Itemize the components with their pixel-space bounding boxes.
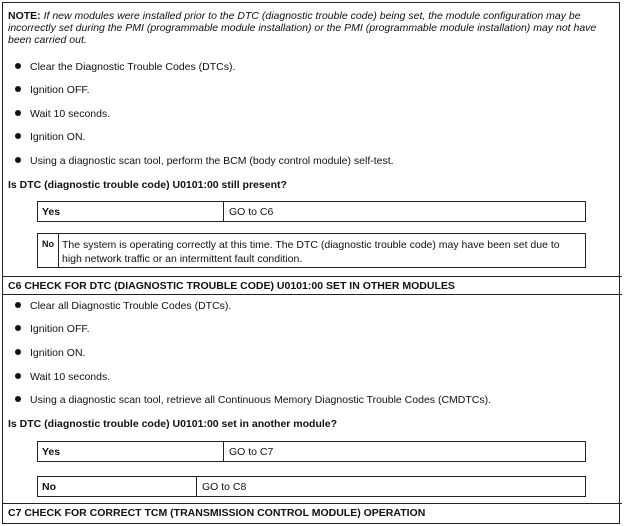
- heading-c6: C6 CHECK FOR DTC (DIAGNOSTIC TROUBLE CODE) U0101:00 SET IN OTHER MODULES: [8, 280, 455, 292]
- heading-c7: C7 CHECK FOR CORRECT TCM (TRANSMISSION CONTROL MODULE) OPERATION: [8, 507, 426, 519]
- bullet-icon: [15, 157, 21, 163]
- yes-row-1: [37, 201, 586, 222]
- list-item: Wait 10 seconds.: [15, 107, 110, 121]
- no-label: No: [42, 481, 56, 493]
- note-text: If new modules were installed prior to the DTC (diagnostic trouble code) being set, the module configuration may be incorrectly set during the PMI (programmable module installation) or the PMI (programmable module installation) may not have been carried out.: [8, 10, 597, 46]
- list-item: Using a diagnostic scan tool, retrieve all Continuous Memory Diagnostic Trouble Codes (CMDTCs).: [15, 393, 491, 407]
- divider: [58, 234, 59, 267]
- list-item: Ignition OFF.: [15, 322, 90, 336]
- yes-label: Yes: [42, 206, 61, 218]
- divider: [2, 503, 622, 504]
- yes-action: GO to C7: [229, 446, 274, 458]
- yes-label: Yes: [42, 446, 61, 458]
- bullet-icon: [15, 325, 21, 331]
- yes-action: GO to C6: [229, 206, 274, 218]
- divider: [2, 294, 622, 295]
- divider: [2, 276, 622, 277]
- bullet-icon: [15, 63, 21, 69]
- list-item: Wait 10 seconds.: [15, 370, 110, 384]
- note-block: [8, 10, 612, 46]
- bullet-icon: [15, 86, 21, 92]
- bullet-icon: [15, 110, 21, 116]
- divider: [223, 442, 224, 461]
- question-1: Is DTC (diagnostic trouble code) U0101:00 still present?: [8, 179, 287, 191]
- bullet-icon: [15, 349, 21, 355]
- no-row-2: [37, 476, 586, 497]
- list-item: Ignition ON.: [15, 130, 85, 144]
- bullet-icon: [15, 133, 21, 139]
- list-item: Ignition OFF.: [15, 83, 90, 97]
- bullet-icon: [15, 373, 21, 379]
- question-2: Is DTC (diagnostic trouble code) U0101:00 set in another module?: [8, 418, 338, 430]
- no-action: GO to C8: [202, 481, 247, 493]
- bullet-icon: [15, 302, 21, 308]
- list-item: Using a diagnostic scan tool, perform the BCM (body control module) self-test.: [15, 154, 394, 168]
- list-item: Ignition ON.: [15, 346, 85, 360]
- bullet-icon: [15, 396, 21, 402]
- yes-row-2: [37, 441, 586, 462]
- no-row-1: [37, 233, 586, 268]
- list-item: Clear all Diagnostic Trouble Codes (DTCs).: [15, 299, 231, 313]
- note-label: NOTE:: [8, 10, 41, 22]
- no-label: No: [42, 239, 54, 249]
- divider: [196, 477, 197, 496]
- list-item: Clear the Diagnostic Trouble Codes (DTCs).: [15, 60, 235, 74]
- no-action: The system is operating correctly at this time. The DTC (diagnostic trouble code) may have been set due to high network traffic or an intermittent fault condition.: [62, 239, 560, 265]
- divider: [223, 202, 224, 221]
